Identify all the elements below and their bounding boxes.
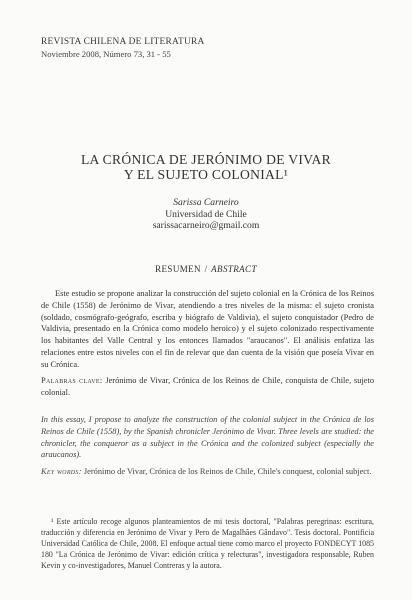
abstract-heading-es: RESUMEN (155, 264, 201, 274)
author-affiliation: Universidad de Chile (165, 208, 247, 220)
author-name: Sarissa Carneiro (173, 197, 239, 208)
journal-name: REVISTA CHILENA DE LITERATURA (41, 37, 205, 47)
author-email[interactable]: sarissacarneiro@gmail.com (152, 220, 260, 231)
keywords-es-text: Jerónimo de Vivar, Crónica de los Reinos de Chile, conquista de Chile, sujeto colonial. (41, 376, 375, 397)
author-block (0, 197, 412, 232)
abstract-heading-en: ABSTRACT (211, 264, 257, 274)
article-title (0, 152, 412, 182)
keywords-en-text: Jerónimo de Vivar, Crónica de los Reinos de Chile, Chile's conquest, colonial subject. (83, 467, 372, 476)
keywords-es-label: Palabras clave: (41, 376, 103, 385)
footnote: ¹ Este artículo recoge algunos planteamientos de mi tesis doctoral, "Palabras peregrinas: escritura, traducción y diferencia en Jerónimo de Vivar y Pero de Magalhães Gândavo". Tesis doctoral. Pontificia Universidad Católica de Chile, 2008. El enfoque actual tiene como marco el proyecto FONDECYT 1085 180 "La Crónica de Jerónimo de Vivar: edición crítica y relecturas", investigadora responsable, Ruben Kevin y co-investigadores, Manuel Contreras y la autora. (41, 517, 374, 570)
abstract-es: Este estudio se propone analizar la construcción del sujeto colonial en la Crónica de los Reinos de Chile (1558) de Jerónimo de Vivar, atendiendo a tres niveles de la misma: el sujeto cronista (soldado, cosmógrafo-geógrafo, escriba y biógrafo de Valdivia), el sujeto conquistador (Pedro de Valdivia, presentado en la Crónica como modelo heroico) y el sujeto colonizado respectivamente los habitantes del Valle Central y los entonces llamados "araucanos". El análisis enfatiza las relaciones entre estos niveles con el fin de relevar que dan cuenta de la visión que poseía Vivar en su Crónica. (41, 289, 374, 369)
title-line-2: Y EL SUJETO COLONIAL¹ (123, 167, 289, 182)
keywords-es (41, 375, 374, 399)
issue-info: Noviembre 2008, Número 73, 31 - 55 (41, 49, 171, 59)
abstract-heading (0, 264, 412, 274)
abstract-heading-separator: / (204, 264, 208, 274)
keywords-en (41, 466, 374, 478)
title-line-1: LA CRÓNICA DE JERÓNIMO DE VIVAR (80, 152, 332, 167)
keywords-en-label: Key words: (41, 467, 82, 476)
abstract-en: In this essay, I propose to analyze the construction of the colonial subject in the Crónica de los Reinos de Chile (1558), by the Spanish chronicler Jerónimo de Vivar. Three levels are studied: the chronicler, the conqueror as a subject in the Crónica and the colonized subject (especially the araucanos). (41, 415, 374, 460)
